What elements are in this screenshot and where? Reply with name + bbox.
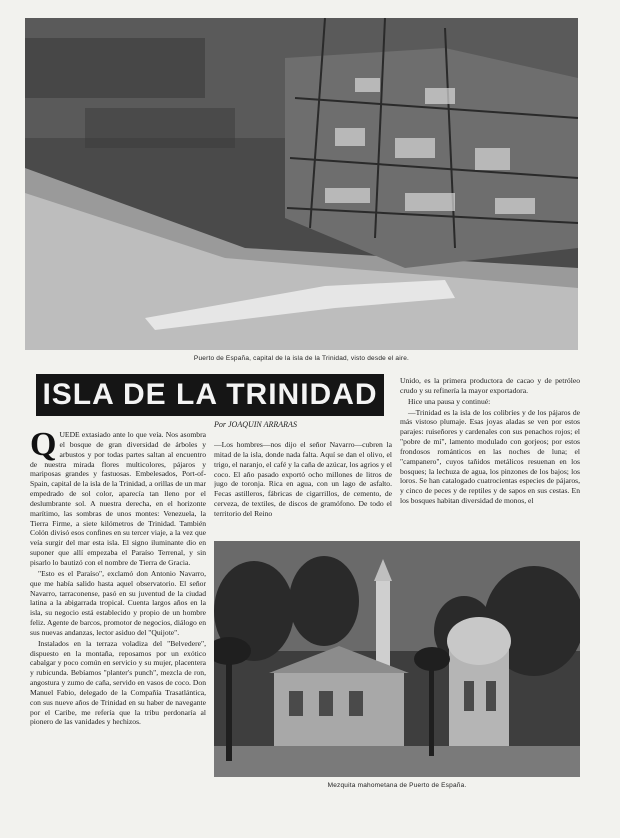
article-column-1 bbox=[30, 430, 206, 826]
article-column-3 bbox=[400, 376, 580, 538]
mosque-photo-drawing bbox=[214, 541, 580, 777]
paragraph bbox=[30, 430, 206, 568]
paragraph: —Trinidad es la isla de los colibríes y de los pájaros de más vistoso plumaje. Esas joyas aladas se ven por estos parajes: ruiseñores y cardenales con sus penachos rojos; el "pobre de mí", lamento modulado con gorjeos; por estos frondosos románticos en las noches de luna; el "campanero", cuyos tañidos metálicos resuenan en los bosques; la lechuza de agua, los pinzones de los bajos; los loros. Se han catalogado cuatrocientas especies de pájaros, y cinco de peces y de reptiles y de sapos en sus cestas. En los bosques habitan diversidad de monos, el bbox=[400, 407, 580, 506]
drop-cap: Q bbox=[30, 430, 57, 463]
paragraph: Instalados en la terraza voladiza del "Belvedere", dispuesto en la montaña, reposamos por un exótico cabalgar y poco común en servicio y su mujer, placentera y rubicunda. Bebíamos "planter's punch", mezcla de ron, angostura y zumo de caña, servido en vasos de coco. Don Manuel Fabio, delegado de la Compañía Trasatlántica, con sus nueve años de Trinidad en su haber de navegante por el Caribe, me refería que la tribu perdonaría al pionero de las vanidades y hechizos. bbox=[30, 638, 206, 727]
top-photo-caption: Puerto de España, capital de la isla de la Trinidad, visto desde el aire. bbox=[193, 355, 410, 362]
aerial-photo-drawing bbox=[25, 18, 578, 350]
paragraph-text: UEDE extasiado ante lo que veía. Nos asombra el bosque de gran diversidad de árboles y arbustos y por todas partes saltan al encuentro de nuestra mirada flores multicolores, pájaros y mariposas grandes y fastuosas. Embelesados, Port-of-Spain, capital de la isla de la Trinidad, a orillas de un mar empedrado de sol color, aparecía tan lleno por el deslumbrante sol. A nuestra derecha, en el horizonte marítimo, las sombras de unos montes: Venezuela, la Tierra Firme, a siete kilómetros de Trinidad. También Colón divisó esos confines en su tercer viaje, a la vez que veía surgir del mar esta isla. El signo iluminante dio en suponer que allí empezaba el Paraíso Terrenal, y sin pisarlo lo bautizó con el nombre de Tierra de Gracia. bbox=[30, 430, 206, 567]
article-title: ISLA DE LA TRINIDAD bbox=[36, 374, 384, 416]
bottom-photo-caption: Mezquita mahometana de Puerto de España. bbox=[327, 782, 467, 789]
paragraph: —Los hombres—nos dijo el señor Navarro—cubren la mitad de la isla, donde nada falta. Aquí se dan el olivo, el trigo, el naranjo, el café y la caña de azúcar, los agrios y el coco. El año pasado exportó ocho millones de litros de jugo de toronja. Rica en agua, con un lago de asfalto. Fecas astilleros, fábricas de cigarrillos, de cemento, de cerveza, de textiles, de discos de gramófono. De todo el territorio del Reino bbox=[214, 440, 392, 518]
paragraph: Unido, es la primera productora de cacao y de petróleo crudo y su refinería la mayor exportadora. bbox=[400, 376, 580, 395]
aerial-photo bbox=[25, 18, 578, 350]
mosque-photo bbox=[214, 541, 580, 777]
paragraph: "Esto es el Paraíso", exclamó don Antonio Navarro, que me había salido hasta aquel observatorio. El señor Navarro, tarraconense, pasó en su juventud de la ciudad latina a la abigarrada tropical. Cuenta largos años en la isla, su negocio está establecido y propio de un hombre feliz. Agente de barcos, promotor de negocios, diálogo en sus nuevas andanzas, lector asiduo del "Quijote". bbox=[30, 568, 206, 637]
article-column-2 bbox=[214, 440, 392, 538]
byline: Por JOAQUIN ARRARAS bbox=[214, 420, 297, 429]
paragraph: Hice una pausa y continué: bbox=[408, 396, 491, 406]
